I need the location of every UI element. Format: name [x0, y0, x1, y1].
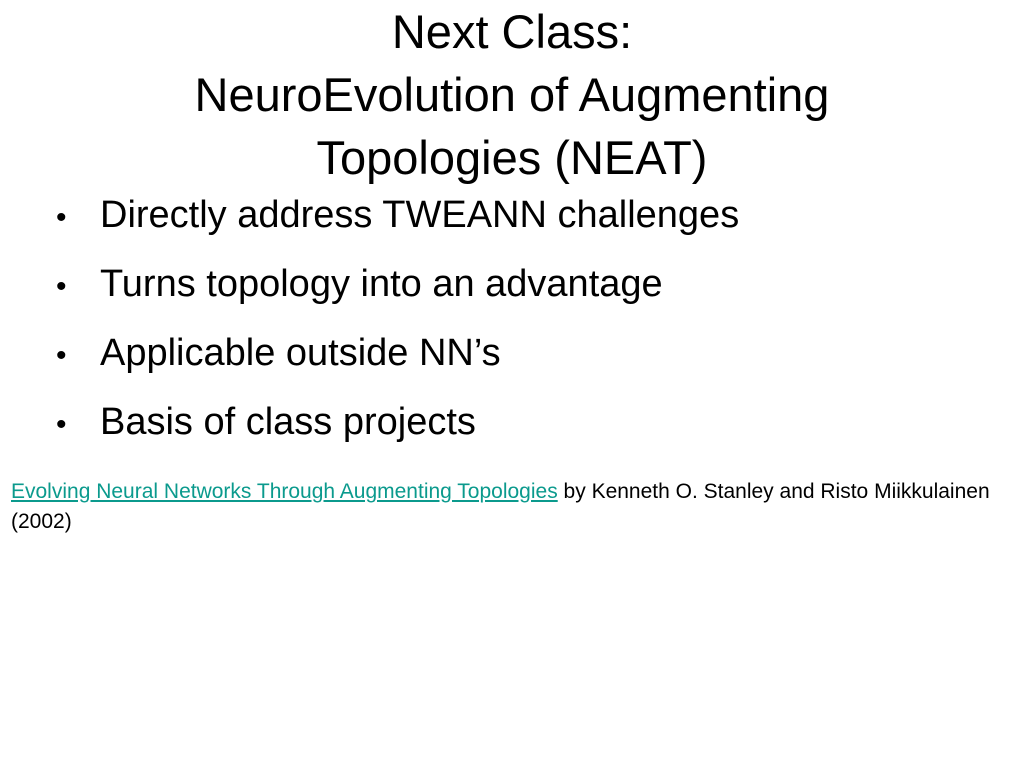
bullet-item — [56, 262, 739, 309]
bullet-icon: • — [56, 201, 67, 234]
paper-reference — [11, 477, 1011, 537]
bullet-icon: • — [56, 339, 67, 372]
bullet-text: Basis of class projects — [100, 401, 476, 443]
bullet-list — [56, 193, 739, 469]
slide-title — [0, 0, 1024, 189]
title-line-2: NeuroEvolution of Augmenting — [194, 68, 830, 121]
paper-link[interactable]: Evolving Neural Networks Through Augmenting Topologies — [11, 480, 558, 503]
bullet-item — [56, 193, 739, 240]
title-line-3: Topologies (NEAT) — [316, 131, 708, 184]
bullet-item — [56, 400, 739, 447]
bullet-icon: • — [56, 408, 67, 441]
bullet-text: Directly address TWEANN challenges — [100, 194, 740, 236]
paper-authors-text: by Kenneth O. Stanley and Risto Miikkulainen (2002) — [11, 480, 990, 533]
bullet-icon: • — [56, 270, 67, 303]
title-line-1: Next Class: — [391, 5, 633, 58]
bullet-item — [56, 331, 739, 378]
bullet-text: Turns topology into an advantage — [100, 263, 663, 305]
bullet-text: Applicable outside NN’s — [100, 332, 501, 374]
